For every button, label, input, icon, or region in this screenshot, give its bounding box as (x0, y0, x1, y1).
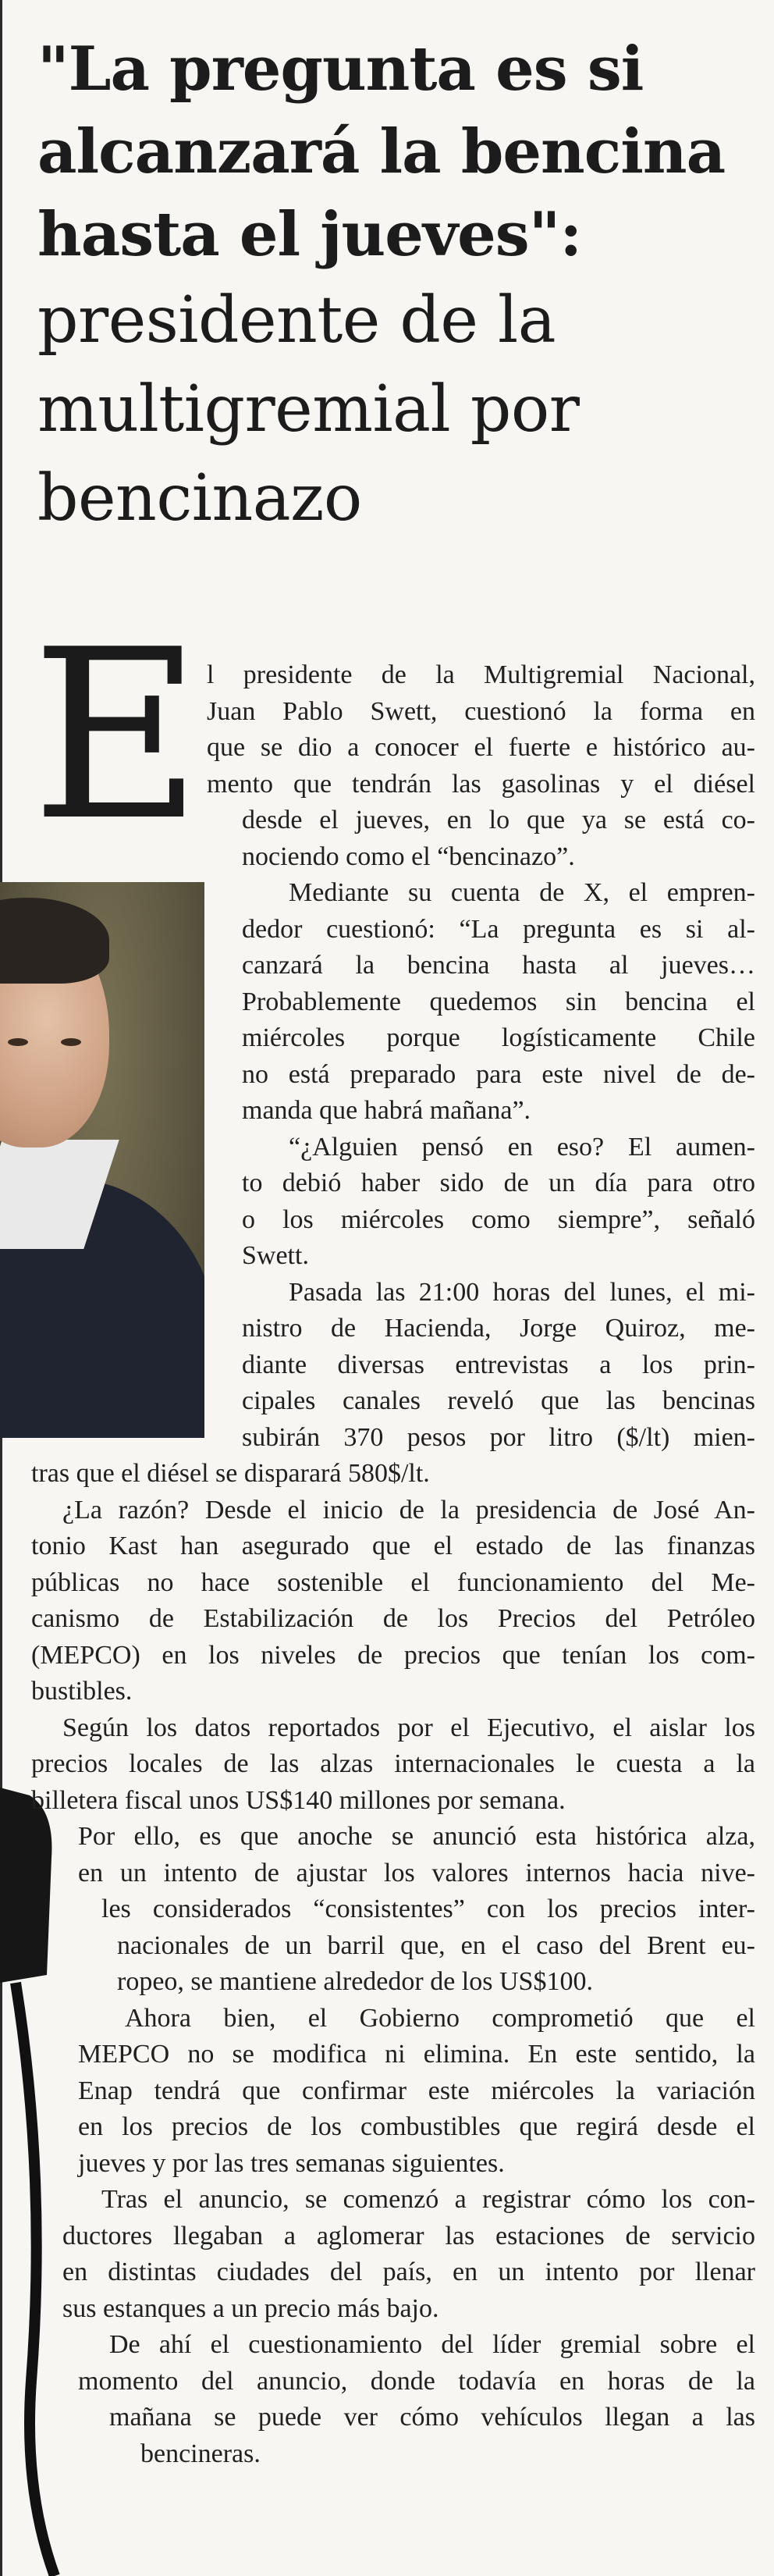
article-line: subirán 370 pesos por litro ($/lt) mien- (242, 1422, 755, 1452)
article-line: diante diversas entrevistas a los prin- (242, 1350, 755, 1379)
article-line: bencineras. (140, 2439, 261, 2468)
article-line: mento que tendrán las gasolinas y el diésel (207, 769, 755, 799)
article-line: MEPCO no se modifica ni elimina. En este sentido, la (78, 2040, 755, 2069)
article-line: Juan Pablo Swett, cuestionó la forma en (207, 696, 755, 726)
article-line: l presidente de la Multigremial Nacional, (207, 660, 755, 689)
article-line: miércoles porque logísticamente Chile (242, 1023, 755, 1052)
article-line: o los miércoles como siempre”, señaló (242, 1204, 755, 1234)
article-line: momento del anuncio, donde todavía en horas de la (78, 2366, 755, 2396)
article-line: desde el jueves, en lo que ya se está co- (242, 806, 755, 834)
article-line: canzará la bencina hasta al jueves… (242, 951, 755, 980)
article-line: públicas no hace sostenible el funcionamiento del Me- (31, 1567, 755, 1597)
drop-cap: E (31, 600, 202, 872)
article-line: en un intento de ajustar los valores internos hacia nive- (78, 1858, 755, 1888)
article-line: jueves y por las tres semanas siguientes. (78, 2148, 505, 2178)
article-line: nistro de Hacienda, Jorge Quiroz, me- (242, 1314, 755, 1343)
article-line: Probablemente quedemos sin bencina el (242, 987, 755, 1016)
article-line: Enap tendrá que confirmar este miércoles la variación (78, 2076, 755, 2105)
article-line: sus estanques a un precio más bajo. (62, 2293, 439, 2323)
article-line: mañana se puede ver cómo vehículos llegan a las (109, 2403, 755, 2432)
article-line: nacionales de un barril que, en el caso del Brent eu- (117, 1930, 755, 1960)
article-line: nociendo como el “bencinazo”. (242, 841, 575, 871)
article-line: dedor cuestionó: “La pregunta es si al- (242, 914, 755, 944)
headline-light-line: presidente de la (37, 283, 556, 358)
headline-light-line: bencinazo (37, 461, 362, 535)
article-line: ¿La razón? Desde el inicio de la presidencia de José An- (62, 1495, 755, 1525)
article-line: Ahora bien, el Gobierno comprometió que el (125, 2003, 755, 2033)
article-line: Mediante su cuenta de X, el empren- (289, 878, 755, 907)
article-line: (MEPCO) en los niveles de precios que tenían los com- (31, 1640, 755, 1670)
headline-bold-line: "La pregunta es si (37, 34, 644, 105)
article-line: De ahí el cuestionamiento del líder gremial sobre el (109, 2330, 755, 2359)
article-line: bustibles. (31, 1677, 133, 1706)
article-line: les considerados “consistentes” con los precios inter- (101, 1895, 755, 1923)
article-line: ropeo, se mantiene alrededor de los US$100. (117, 1967, 593, 1996)
fuel-nozzle-image (0, 1788, 70, 2576)
article-line: Por ello, es que anoche se anunció esta histórica alza, (78, 1822, 755, 1851)
article-line: tras que el diésel se disparará 580$/lt. (31, 1459, 430, 1488)
article-line: canismo de Estabilización de los Precios del Petróleo (31, 1604, 755, 1633)
headline-bold-line: hasta el jueves": (37, 199, 582, 270)
headline-bold-line: alcanzará la bencina (37, 116, 726, 187)
article-line: que se dio a conocer el fuerte e histórico au- (207, 733, 755, 762)
portrait-photo (0, 882, 204, 1438)
article-line: “¿Alguien pensó en eso? El aumen- (289, 1132, 755, 1162)
article-line: en los precios de los combustibles que regirá desde el (78, 2112, 755, 2141)
article-line: Según los datos reportados por el Ejecutivo, el aislar los (62, 1713, 755, 1742)
article-line: ductores llegaban a aglomerar las estaciones de servicio (62, 2221, 755, 2250)
article-line: precios locales de las alzas internacionales le cuesta a la (31, 1749, 755, 1778)
article-line: Swett. (242, 1241, 309, 1270)
article-line: manda que habrá mañana”. (242, 1096, 531, 1125)
article-headline (37, 28, 755, 543)
article-line: Tras el anuncio, se comenzó a registrar cómo los con- (101, 2185, 755, 2214)
article-line: to debió haber sido de un día para otro (242, 1169, 755, 1197)
article-line: Pasada las 21:00 horas del lunes, el mi- (289, 1277, 755, 1307)
article-line: en distintas ciudades del país, en un intento por llenar (62, 2258, 755, 2286)
article-line: billetera fiscal unos US$140 millones por semana. (31, 1785, 566, 1815)
article-line: cipales canales reveló que las bencinas (242, 1386, 755, 1415)
headline-light-line: multigremial por (37, 372, 580, 447)
article-line: tonio Kast han asegurado que el estado de las finanzas (31, 1532, 755, 1560)
article-line: no está preparado para este nivel de de- (242, 1059, 755, 1089)
